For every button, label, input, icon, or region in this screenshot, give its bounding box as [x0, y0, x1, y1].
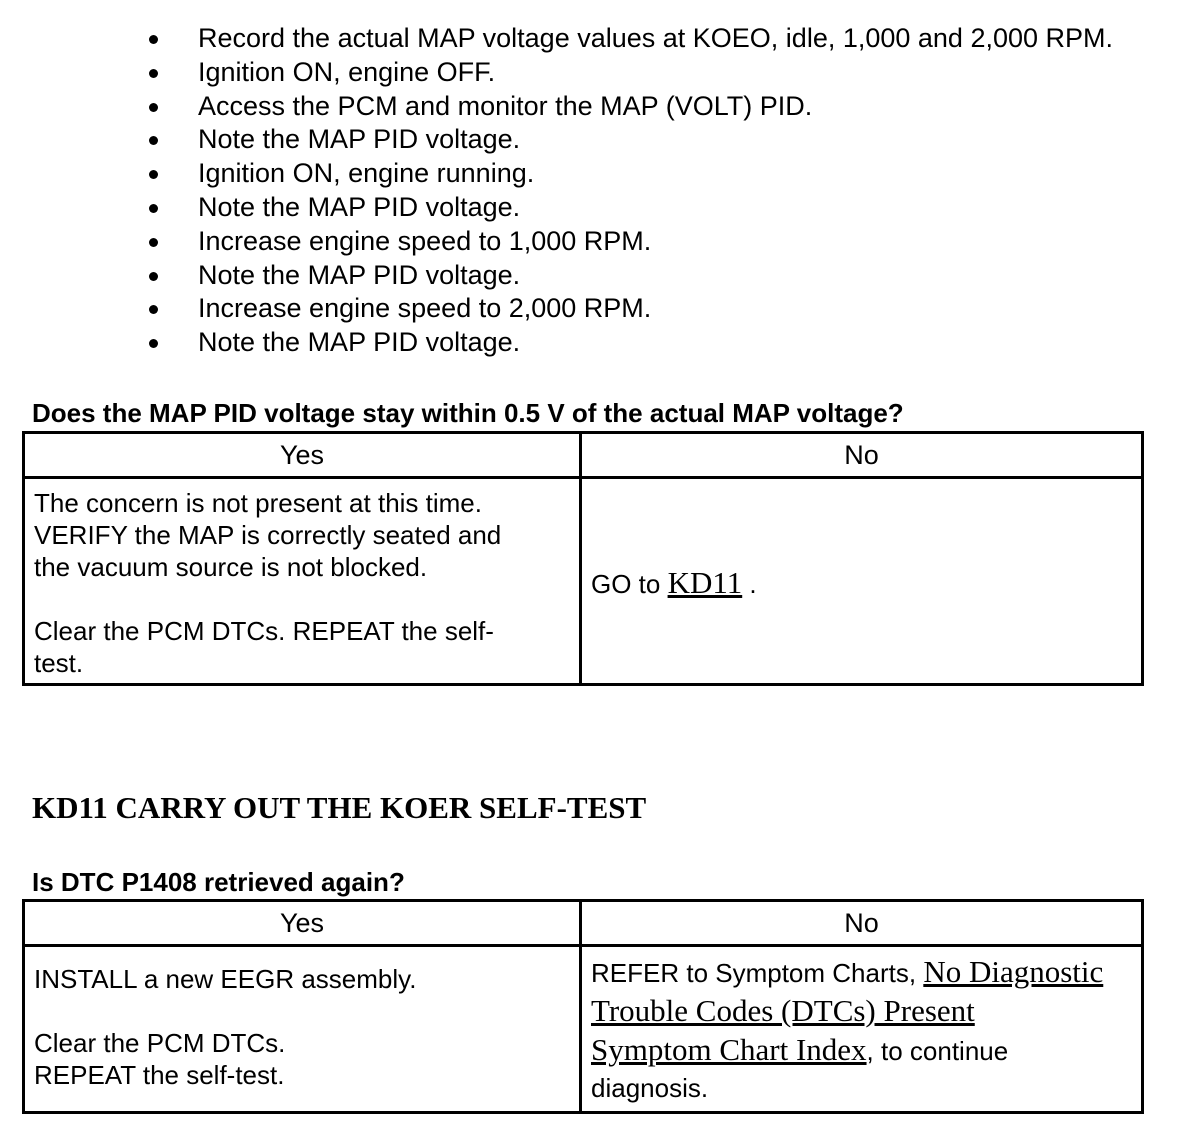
step-text: Increase engine speed to 2,000 RPM. — [198, 293, 652, 324]
no-text-suffix: , to continue — [866, 1036, 1009, 1066]
no-text-prefix: GO to — [591, 568, 668, 599]
bullet-icon — [149, 103, 158, 112]
symptom-chart-index-link[interactable]: Symptom Chart Index — [591, 1032, 867, 1067]
yes-header: Yes — [24, 901, 581, 946]
step-text: Note the MAP PID voltage. — [198, 327, 521, 358]
test1-decision-table — [22, 431, 1144, 686]
yes-text-line: the vacuum source is not blocked. — [34, 552, 428, 582]
step-item — [140, 259, 1170, 293]
bullet-icon — [149, 339, 158, 348]
yes-header: Yes — [24, 433, 581, 478]
step-text: Note the MAP PID voltage. — [198, 191, 521, 222]
bullet-icon — [149, 69, 158, 78]
step-text: Note the MAP PID voltage. — [198, 124, 521, 155]
bullet-icon — [149, 170, 158, 179]
yes-text-line: VERIFY the MAP is correctly seated and — [34, 520, 502, 550]
yes-text-line: Clear the PCM DTCs. — [34, 1028, 286, 1058]
step-item — [140, 191, 1170, 225]
no-cell — [581, 478, 1143, 685]
table-row — [24, 946, 1143, 1113]
step-text: Increase engine speed to 1,000 RPM. — [198, 225, 652, 256]
section-heading: KD11 CARRY OUT THE KOER SELF-TEST — [32, 790, 647, 825]
step-item — [140, 22, 1170, 56]
kd11-link[interactable]: KD11 — [667, 564, 743, 600]
test2-question: Is DTC P1408 retrieved again? — [32, 867, 405, 897]
yes-text-line: test. — [34, 648, 84, 678]
step-item — [140, 90, 1170, 124]
step-text: Access the PCM and monitor the MAP (VOLT) PID. — [198, 90, 813, 121]
table-header-row — [24, 901, 1143, 946]
no-header: No — [581, 433, 1143, 478]
bullet-icon — [149, 238, 158, 247]
step-item — [140, 123, 1170, 157]
table-header-row — [24, 433, 1143, 478]
bullet-icon — [149, 305, 158, 314]
yes-text-line: Clear the PCM DTCs. REPEAT the self- — [34, 616, 494, 646]
step-text: Note the MAP PID voltage. — [198, 259, 521, 290]
step-item — [140, 56, 1170, 90]
yes-cell — [24, 478, 581, 685]
test2-decision-table — [22, 899, 1144, 1114]
yes-text-line: The concern is not present at this time. — [34, 488, 482, 518]
bullet-icon — [149, 272, 158, 281]
yes-text-line: REPEAT the self-test. — [34, 1060, 285, 1090]
no-text-prefix: REFER to Symptom Charts, — [591, 958, 924, 988]
dtc-present-link[interactable]: Trouble Codes (DTCs) Present — [591, 993, 975, 1028]
step-item — [140, 326, 1170, 360]
procedure-steps — [140, 22, 1170, 360]
no-diagnostic-link[interactable]: No Diagnostic — [923, 954, 1104, 989]
no-header: No — [581, 901, 1143, 946]
step-text: Ignition ON, engine running. — [198, 158, 535, 189]
step-text: Ignition ON, engine OFF. — [198, 56, 496, 87]
bullet-icon — [149, 204, 158, 213]
test1-question: Does the MAP PID voltage stay within 0.5 V of the actual MAP voltage? — [32, 398, 904, 428]
step-item — [140, 157, 1170, 191]
yes-cell — [24, 946, 581, 1113]
no-text-line: diagnosis. — [591, 1073, 709, 1103]
step-text: Record the actual MAP voltage values at KOEO, idle, 1,000 and 2,000 RPM. — [198, 23, 1114, 53]
no-cell — [581, 946, 1143, 1113]
step-item — [140, 292, 1170, 326]
table-row — [24, 478, 1143, 685]
bullet-icon — [149, 136, 158, 145]
step-item — [140, 225, 1170, 259]
no-text-suffix: . — [742, 568, 757, 599]
yes-text-line: INSTALL a new EEGR assembly. — [34, 964, 417, 994]
bullet-icon — [149, 35, 158, 44]
